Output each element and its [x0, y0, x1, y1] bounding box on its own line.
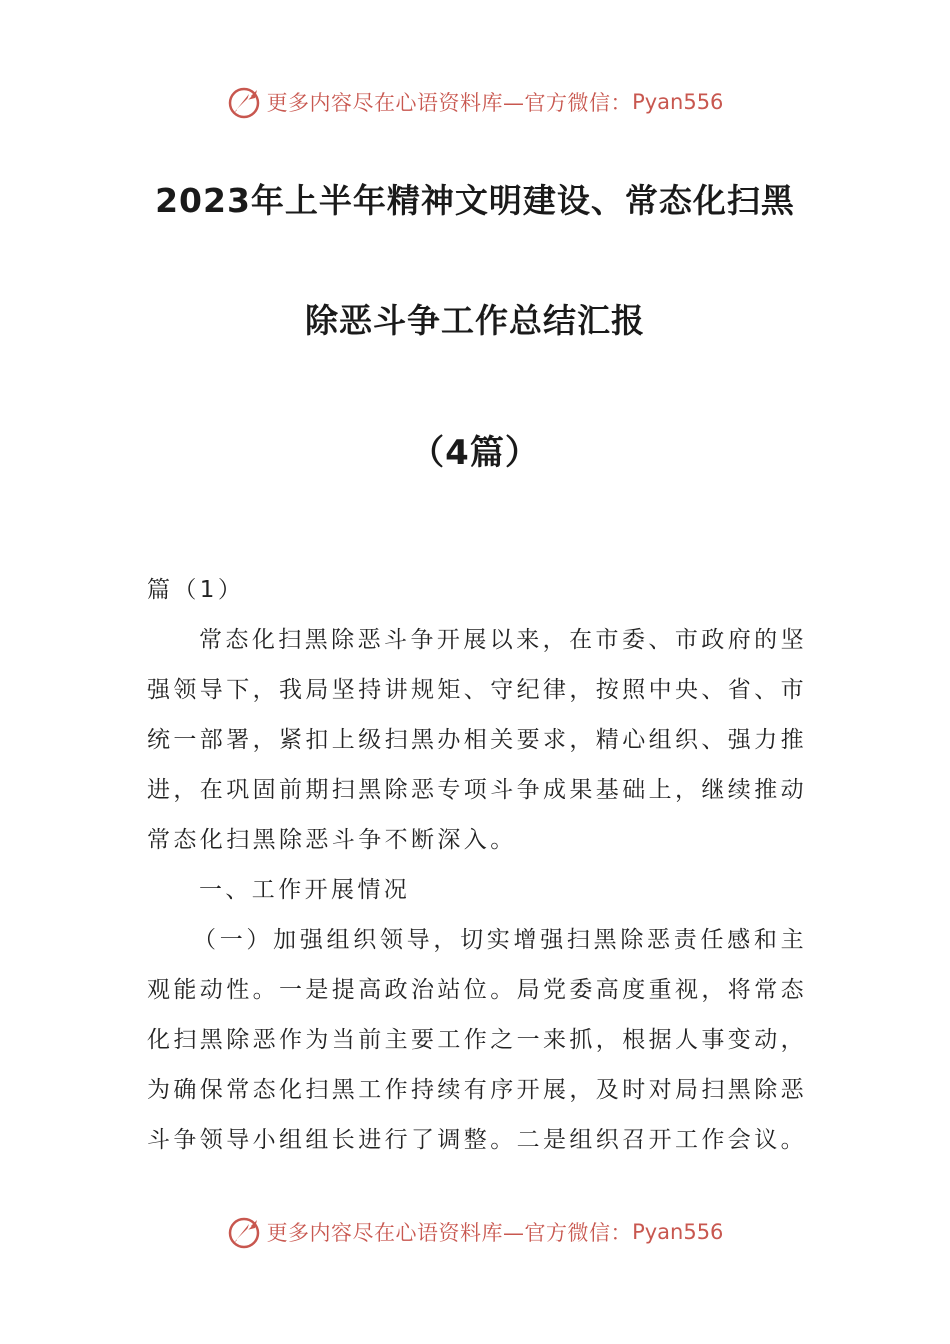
footer-banner-text: 更多内容尽在心语资料库—官方微信：	[266, 1221, 633, 1245]
document-title-line-1: 2023年上半年精神文明建设、常态化扫黑	[155, 181, 795, 220]
document-title-line-2: 除恶斗争工作总结汇报	[305, 301, 645, 340]
article-body	[147, 565, 807, 1165]
part-label: 篇（1）	[147, 577, 245, 603]
header-banner	[0, 82, 950, 122]
footer-banner-wechat: Pyan556	[632, 1220, 724, 1244]
header-banner-wechat: Pyan556	[632, 90, 724, 114]
quill-logo-icon	[227, 84, 263, 120]
intro-paragraph: 常态化扫黑除恶斗争开展以来，在市委、市政府的坚强领导下，我局坚持讲规矩、守纪律，按照中央、省、市统一部署，紧扣上级扫黑办相关要求，精心组织、强力推进，在巩固前期扫黑除恶专项斗争成果基础上，继续推动常态化扫黑除恶斗争不断深入。	[147, 627, 807, 853]
document-title-count: （4篇）	[410, 433, 540, 473]
subsection-paragraph: （一）加强组织领导，切实增强扫黑除恶责任感和主观能动性。一是提高政治站位。局党委高度重视，将常态化扫黑除恶作为当前主要工作之一来抓，根据人事变动，为确保常态化扫黑工作持续有序开展，及时对局扫黑除恶斗争领导小组组长进行了调整。二是组织召开工作会议。	[147, 927, 807, 1153]
footer-banner	[0, 1212, 950, 1252]
quill-logo-icon	[227, 1214, 263, 1250]
section-heading: 一、工作开展情况	[199, 877, 411, 903]
header-banner-text: 更多内容尽在心语资料库—官方微信：	[266, 91, 633, 115]
